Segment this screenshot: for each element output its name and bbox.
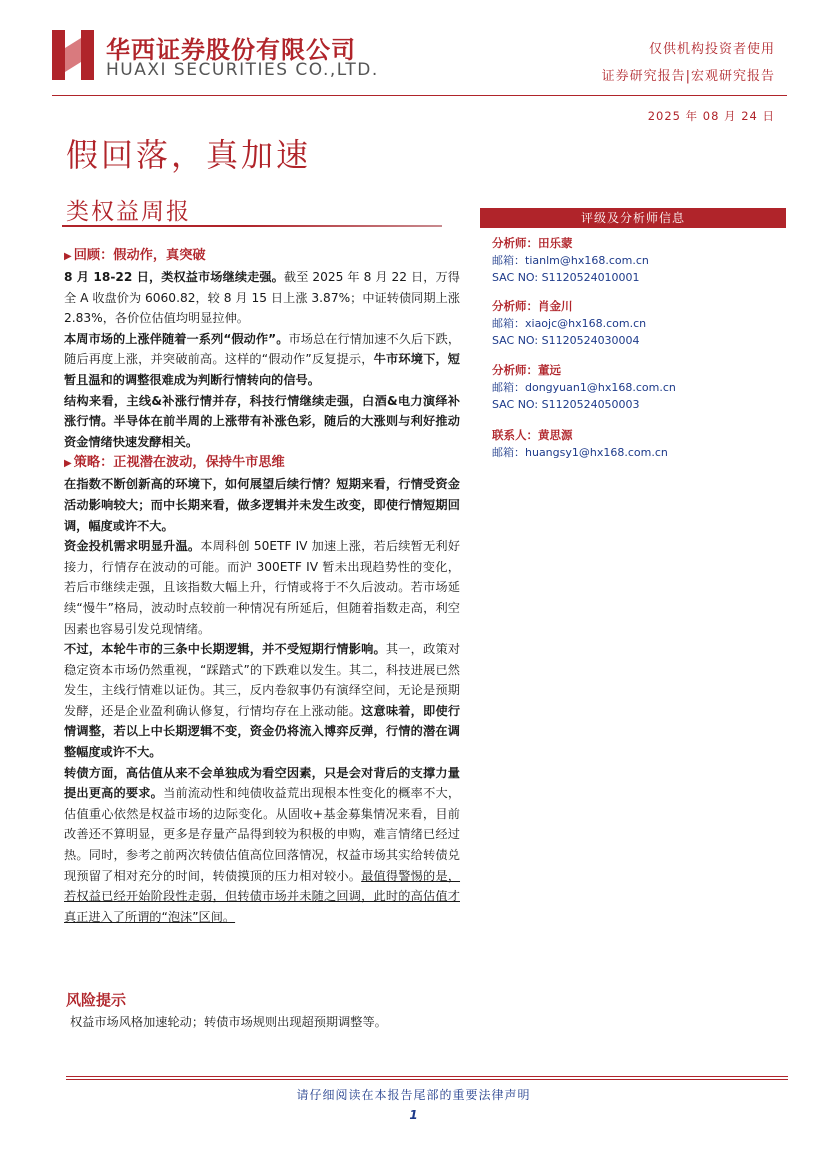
risk-text: 权益市场风格加速轮动；转债市场规则出现超预期调整等。 (70, 1015, 387, 1029)
contact-card (492, 427, 668, 461)
header-divider (52, 95, 787, 96)
paragraph: 结构来看，主线&补涨行情并存，科技行情继续走强，白酒&电力演绎补涨行情。半导体在前半周的上涨带有补涨色彩，随后的大涨则与利好推动资金情绪快速发酵相关。 (64, 393, 460, 449)
paragraph: 不过，本轮牛市的三条中长期逻辑，并不受短期行情影响。其一，政策对稳定资本市场仍然重视，“踩踏式”的下跌难以发生。其二，科技进展已然发生，主线行情难以证伪。其三，反内卷叙事仍有演绎空间，无论是预期发酵，还是企业盈利确认修复，行情均存在上涨动能。这意味着，即使行情调整，若以上中长期逻辑不变，资金仍将流入博弈反弹，行情的潜在调整幅度或许不大。 (64, 642, 461, 760)
analyst-name: 分析师：田乐蒙 (492, 236, 573, 250)
risk-heading: 风险提示 (66, 991, 127, 1009)
report-date: 2025 年 08 月 24 日 (647, 109, 775, 123)
analyst-card (492, 362, 676, 413)
company-name-cn: 华西证券股份有限公司 (106, 36, 356, 64)
footer-divider (66, 1076, 788, 1077)
report-subtitle: 类权益周报 (66, 199, 191, 225)
section-heading-strategy: ▶ 策略：正视潜在波动，保持牛市思维 (64, 455, 285, 471)
report-type: 证券研究报告|宏观研究报告 (601, 69, 775, 84)
analyst-panel-heading: 评级及分析师信息 (480, 208, 786, 228)
analyst-sac: SAC NO: S1120524030004 (492, 334, 640, 347)
page-number: 1 (409, 1108, 418, 1122)
company-name-en: HUAXI SECURITIES CO.,LTD. (106, 60, 379, 80)
paragraph: 资金投机需求明显升温。本周科创 50ETF IV 加速上涨，若后续暂无利好接力，行情存在波动的可能。而沪 300ETF IV 暂未出现趋势性的变化，若后市继续走强，且该指数大幅上升，行情或将于不久后波动。若市场延续“慢牛”格局，波动时点较前一种情况有所延后，但随着指数走高，利空因素也容易引发兑现情绪。 (64, 539, 461, 636)
footer-divider (66, 1079, 788, 1080)
analyst-name: 分析师：肖金川 (492, 299, 573, 313)
main-body (64, 245, 460, 927)
analyst-email[interactable]: 邮箱：dongyuan1@hx168.com.cn (492, 381, 676, 394)
analyst-email[interactable]: 邮箱：tianlm@hx168.com.cn (492, 254, 649, 267)
triangle-bullet-icon: ▶ (64, 458, 72, 470)
report-title: 假回落，真加速 (66, 136, 312, 174)
triangle-bullet-icon: ▶ (64, 251, 72, 262)
paragraph: 8 月 18-22 日，类权益市场继续走强。截至 2025 年 8 月 22 日，万得全 A 收盘价为 6060.82，较 8 月 15 日上涨 3.87%；中证转债同期上涨 2.83%，各价位估值均明显拉伸。 (64, 270, 460, 326)
legal-disclaimer-note: 请仔细阅读在本报告尾部的重要法律声明 (296, 1088, 531, 1102)
analyst-sac: SAC NO: S1120524050003 (492, 398, 640, 411)
analyst-card (492, 298, 646, 349)
paragraph: 转债方面，高估值从来不会单独成为看空因素，只是会对背后的支撑力量提出更高的要求。当前流动性和纯债收益荒出现根本性变化的概率不大，估值重心依然是权益市场的边际变化。从固收+基金募集情况来看，目前改善还不算明显，更多是存量产品得到较为积极的申购，难言情绪已经过热。同时，参考之前两次转债估值高位回落情况，权益市场其实给转债兑现预留了相对充分的时间，转债摸顶的压力相对较小。最值得警惕的是，若权益已经开始阶段性走弱，但转债市场并未随之回调，此时的高估值才真正进入了所谓的“泡沫”区间。 (64, 765, 461, 924)
contact-name: 联系人：黄思源 (492, 428, 573, 442)
analyst-name: 分析师：董远 (492, 363, 561, 377)
paragraph: 在指数不断创新高的环境下，如何展望后续行情？短期来看，行情受资金活动影响较大；而中长期来看，做多逻辑并未发生改变，即使行情短期回调，幅度或许不大。 (64, 477, 460, 533)
company-logo (52, 30, 94, 80)
analyst-email[interactable]: 邮箱：xiaojc@hx168.com.cn (492, 317, 647, 330)
subtitle-underline (62, 225, 442, 227)
analyst-sac: SAC NO: S1120524010001 (492, 271, 640, 284)
section-heading-review: ▶ 回顾：假动作，真突破 (64, 248, 206, 263)
analyst-card (492, 235, 649, 286)
contact-email[interactable]: 邮箱：huangsy1@hx168.com.cn (492, 446, 668, 459)
paragraph: 本周市场的上涨伴随着一系列“假动作”。市场总在行情加速不久后下跌，随后再度上涨，并突破前高。这样的“假动作”反复提示，牛市环境下，短暂且温和的调整很难成为判断行情转向的信号。 (64, 331, 461, 387)
audience-note: 仅供机构投资者使用 (648, 42, 775, 57)
